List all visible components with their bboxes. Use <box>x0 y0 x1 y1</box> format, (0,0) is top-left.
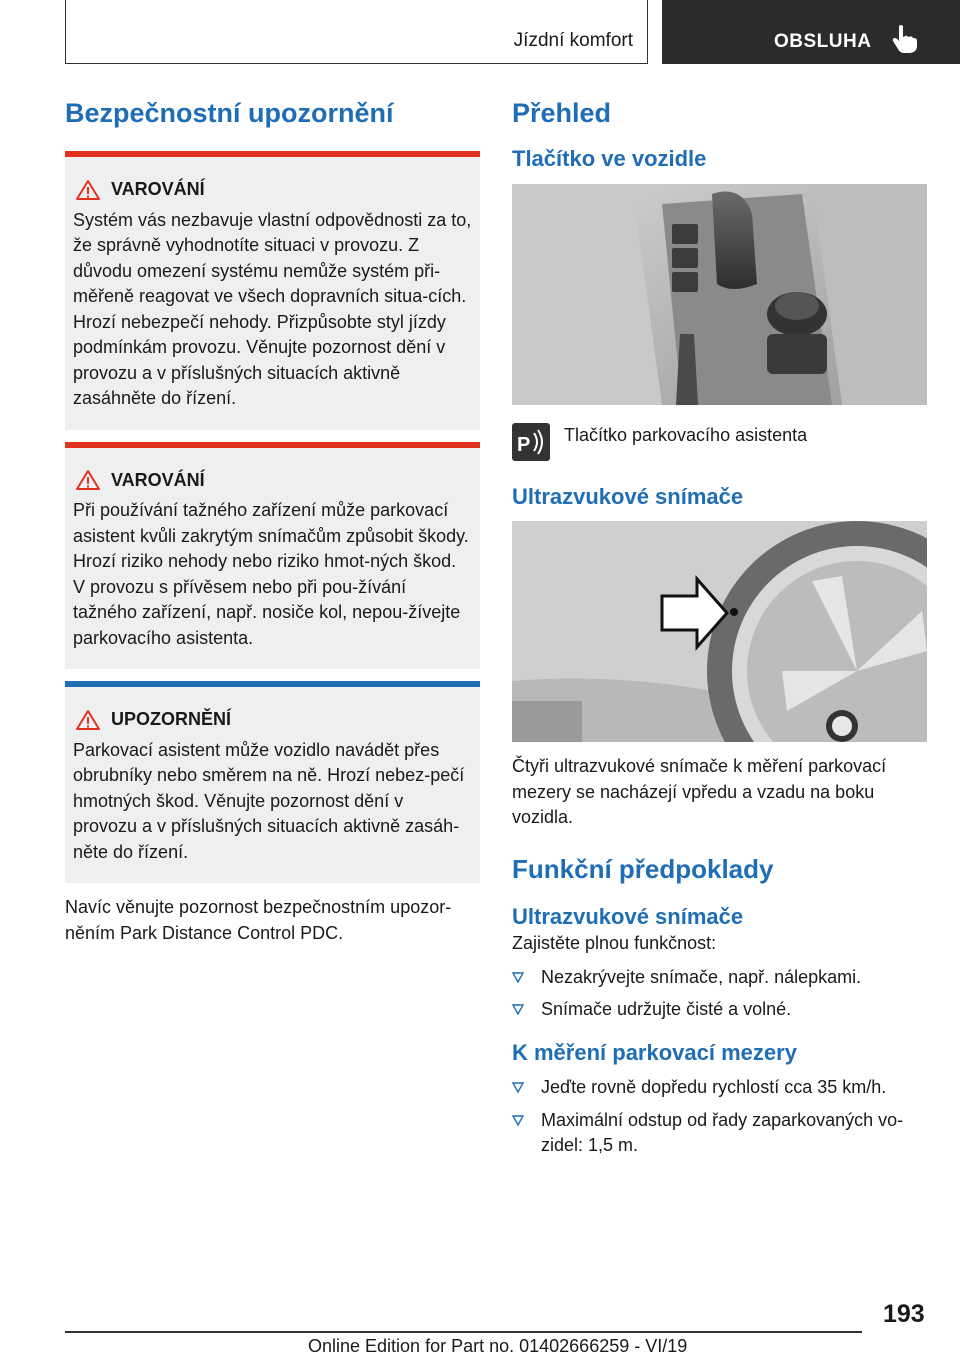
header-chapter-title: OBSLUHA <box>774 31 872 52</box>
bullet-triangle-icon <box>512 1115 524 1126</box>
header-chapter-tab <box>662 0 960 64</box>
footer-edition: Online Edition for Part no. 01402666259 - VI/19 <box>308 1336 688 1356</box>
header-section-title: Jízdní komfort <box>513 30 633 51</box>
svg-text:P: P <box>517 433 531 456</box>
park-assist-button-icon <box>512 423 550 461</box>
footer-divider <box>65 1331 862 1333</box>
warning-label-2: VAROVÁNÍ <box>111 469 205 490</box>
bullet-triangle-icon <box>512 1004 524 1015</box>
sensors-heading: Ultrazvukové snímače <box>512 483 744 509</box>
notice-label: UPOZORNĚNÍ <box>111 709 232 730</box>
button-heading: Tlačítko ve vozidle <box>512 146 707 172</box>
overview-title: Přehled <box>512 98 612 128</box>
prerequisites-title: Funkční předpoklady <box>512 853 774 884</box>
sensors-text: Čtyři ultrazvukové snímače k měření parkovací mezery se nacházejí vpředu a vzadu na boku vozidla. <box>512 756 887 828</box>
warning-triangle-icon <box>75 469 101 491</box>
notice-text: Parkovací asistent může vozidlo navádět přes obrubníky nebo směrem na ně. Hrozí nebez-pečí hmotných škod. Věnujte pozornost dění v provozu a v příslušných situacích aktivně zasáh-něte do řízení. <box>73 739 465 862</box>
right-column <box>512 96 927 1166</box>
list-item: Maximální odstup od řady zaparkovaných vo-zidel: 1,5 m. <box>512 1108 927 1159</box>
warning-triangle-icon <box>75 179 101 201</box>
list-item: Nezakrývejte snímače, např. nálepkami. <box>512 965 927 991</box>
button-caption-row <box>512 423 927 461</box>
bullet-triangle-icon <box>512 1082 524 1093</box>
prereq-intro: Zajistěte plnou funkčnost: <box>512 933 717 954</box>
center-console-photo <box>512 184 927 405</box>
ultrasonic-sensor-photo <box>512 521 927 742</box>
warning-box-2 <box>65 442 480 670</box>
bullet-triangle-icon <box>512 972 524 983</box>
warning-label-1: VAROVÁNÍ <box>111 179 205 200</box>
header-section-tab <box>65 0 648 64</box>
warning-box-1 <box>65 151 480 430</box>
measure-heading: K měření parkovací mezery <box>512 1039 797 1065</box>
hand-pointer-icon <box>892 24 918 59</box>
safety-title: Bezpečnostní upozornění <box>65 98 394 128</box>
measure-list <box>512 1075 927 1159</box>
list-item: Jeďte rovně dopředu rychlostí cca 35 km/h. <box>512 1075 927 1101</box>
left-column <box>65 96 480 946</box>
prereq-sensors-list <box>512 965 927 1023</box>
list-item: Snímače udržujte čisté a volné. <box>512 997 927 1023</box>
warning-text-2: Při používání tažného zařízení může parkovací asistent kvůli zakrytým snímačům způsobit škody. Hrozí riziko nehody nebo riziko hmot-ných škod. V provozu s přívěsem nebo při pou-žívání tažného zařízení, např. nosiče kol, nepou-žívejte parkovacího asistenta. <box>73 500 469 648</box>
notice-box <box>65 681 480 883</box>
button-caption: Tlačítko parkovacího asistenta <box>564 424 808 445</box>
warning-triangle-icon <box>75 709 101 731</box>
page-number: 193 <box>883 1300 925 1328</box>
warning-text-1: Systém vás nezbavuje vlastní odpovědnosti za to, že správně vyhodnotíte situaci v provozu. Z důvodu omezení systému nemůže systém při-měřeně reagovat ve všech dopravních situa-cích. Hrozí nebezpečí nehody. Přizpůsobte styl jízdy podmínkám provozu. Věnujte pozornost dění v provozu a v příslušných situacích aktivně zasáhněte do řízení. <box>73 209 472 409</box>
closing-paragraph: Navíc věnujte pozornost bezpečnostním upozor-něním Park Distance Control PDC. <box>65 897 452 943</box>
prereq-sensors-heading: Ultrazvukové snímače <box>512 903 744 929</box>
